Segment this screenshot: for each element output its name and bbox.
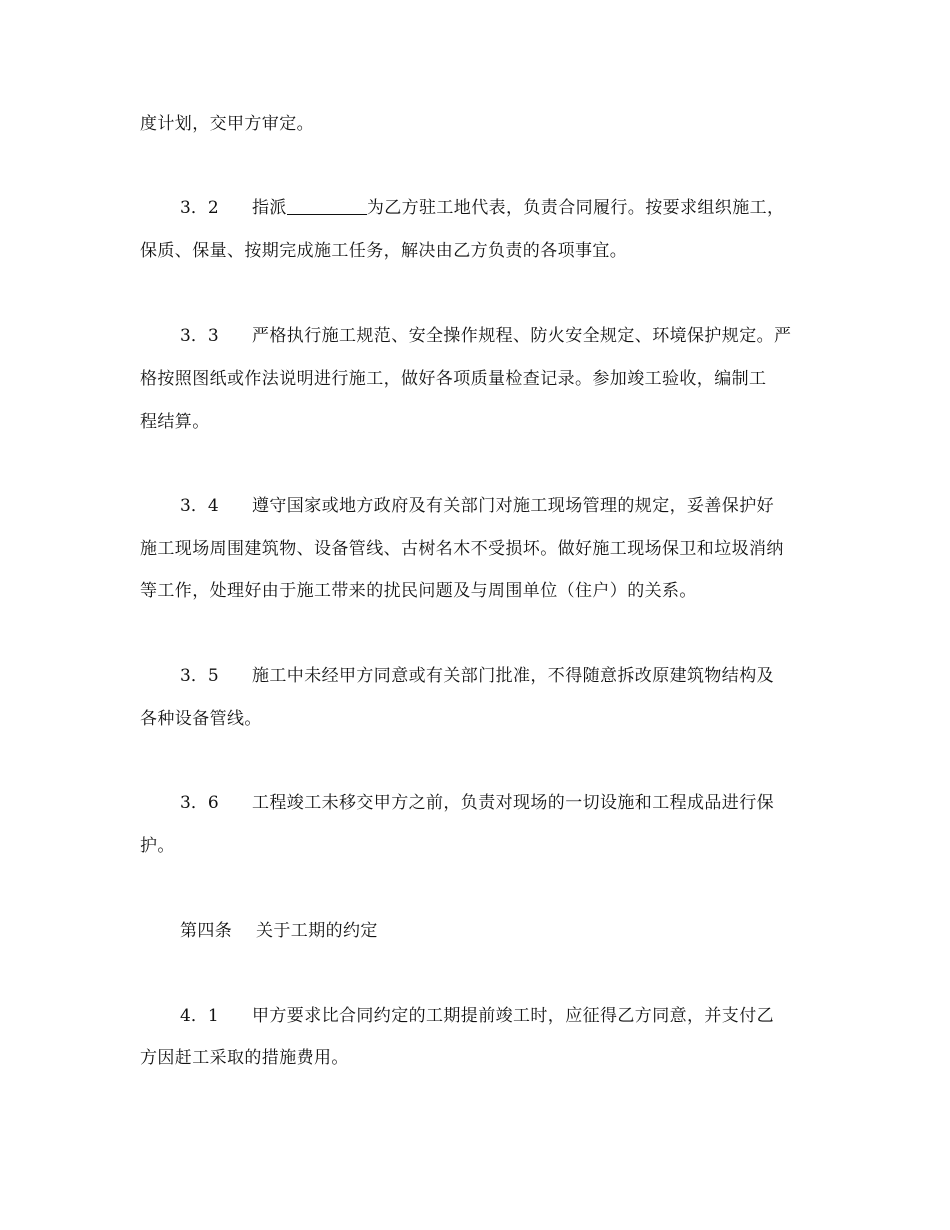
clause-number: 3．2: [180, 198, 219, 218]
clause-3-4-line-3: 等工作，处理好由于施工带来的扰民问题及与周围单位（住户）的关系。: [140, 581, 697, 601]
clause-text: 施工中未经甲方同意或有关部门批准，不得随意拆改原建筑物结构及: [252, 666, 774, 686]
clause-text: 为乙方驻工地代表，负责合同履行。按要求组织施工，: [366, 198, 785, 218]
clause-4-1-line-2: 方因赶工采取的措施费用。: [140, 1048, 349, 1068]
article-title: 关于工期的约定: [256, 921, 378, 941]
clause-text: 甲方要求比合同约定的工期提前竣工时，应征得乙方同意，并支付乙: [252, 1006, 774, 1026]
article-4-heading: [180, 919, 860, 943]
clause-3-4-line-1: [180, 494, 860, 518]
clause-3-5-line-1: [180, 664, 860, 688]
clause-3-6-line-1: [180, 791, 860, 815]
clause-text: 遵守国家或地方政府及有关部门对施工现场管理的规定，妥善保护好: [252, 496, 774, 516]
clause-3-2-line-1: [180, 196, 860, 220]
clause-number: 4．1: [180, 1006, 219, 1026]
clause-3-5-line-2: 各种设备管线。: [140, 709, 262, 729]
clause-3-4-line-2: 施工现场周围建筑物、设备管线、古树名木不受损坏。做好施工现场保卫和垃圾消纳: [140, 539, 784, 559]
fill-in-blank: [287, 196, 367, 215]
clause-number: 3．4: [180, 496, 219, 516]
clause-3-6-line-2: 护。: [140, 836, 175, 856]
clause-4-1-line-1: [180, 1004, 860, 1028]
clause-text: 工程竣工未移交甲方之前，负责对现场的一切设施和工程成品进行保: [252, 793, 774, 813]
clause-3-3-line-1: [180, 324, 860, 348]
paragraph-line: 度计划，交甲方审定。: [140, 114, 314, 134]
clause-3-3-line-3: 程结算。: [140, 412, 210, 432]
clause-number: 3．6: [180, 793, 219, 813]
clause-3-3-line-2: 格按照图纸或作法说明进行施工，做好各项质量检查记录。参加竣工验收，编制工: [140, 369, 767, 389]
article-label: 第四条: [180, 921, 233, 941]
clause-text: 严格执行施工规范、安全操作规程、防火安全规定、环境保护规定。严: [252, 326, 792, 346]
clause-3-2-line-2: 保质、保量、按期完成施工任务，解决由乙方负责的各项事宜。: [140, 241, 628, 261]
clause-number: 3．3: [180, 326, 219, 346]
clause-text: 指派: [252, 198, 287, 218]
clause-number: 3．5: [180, 666, 219, 686]
